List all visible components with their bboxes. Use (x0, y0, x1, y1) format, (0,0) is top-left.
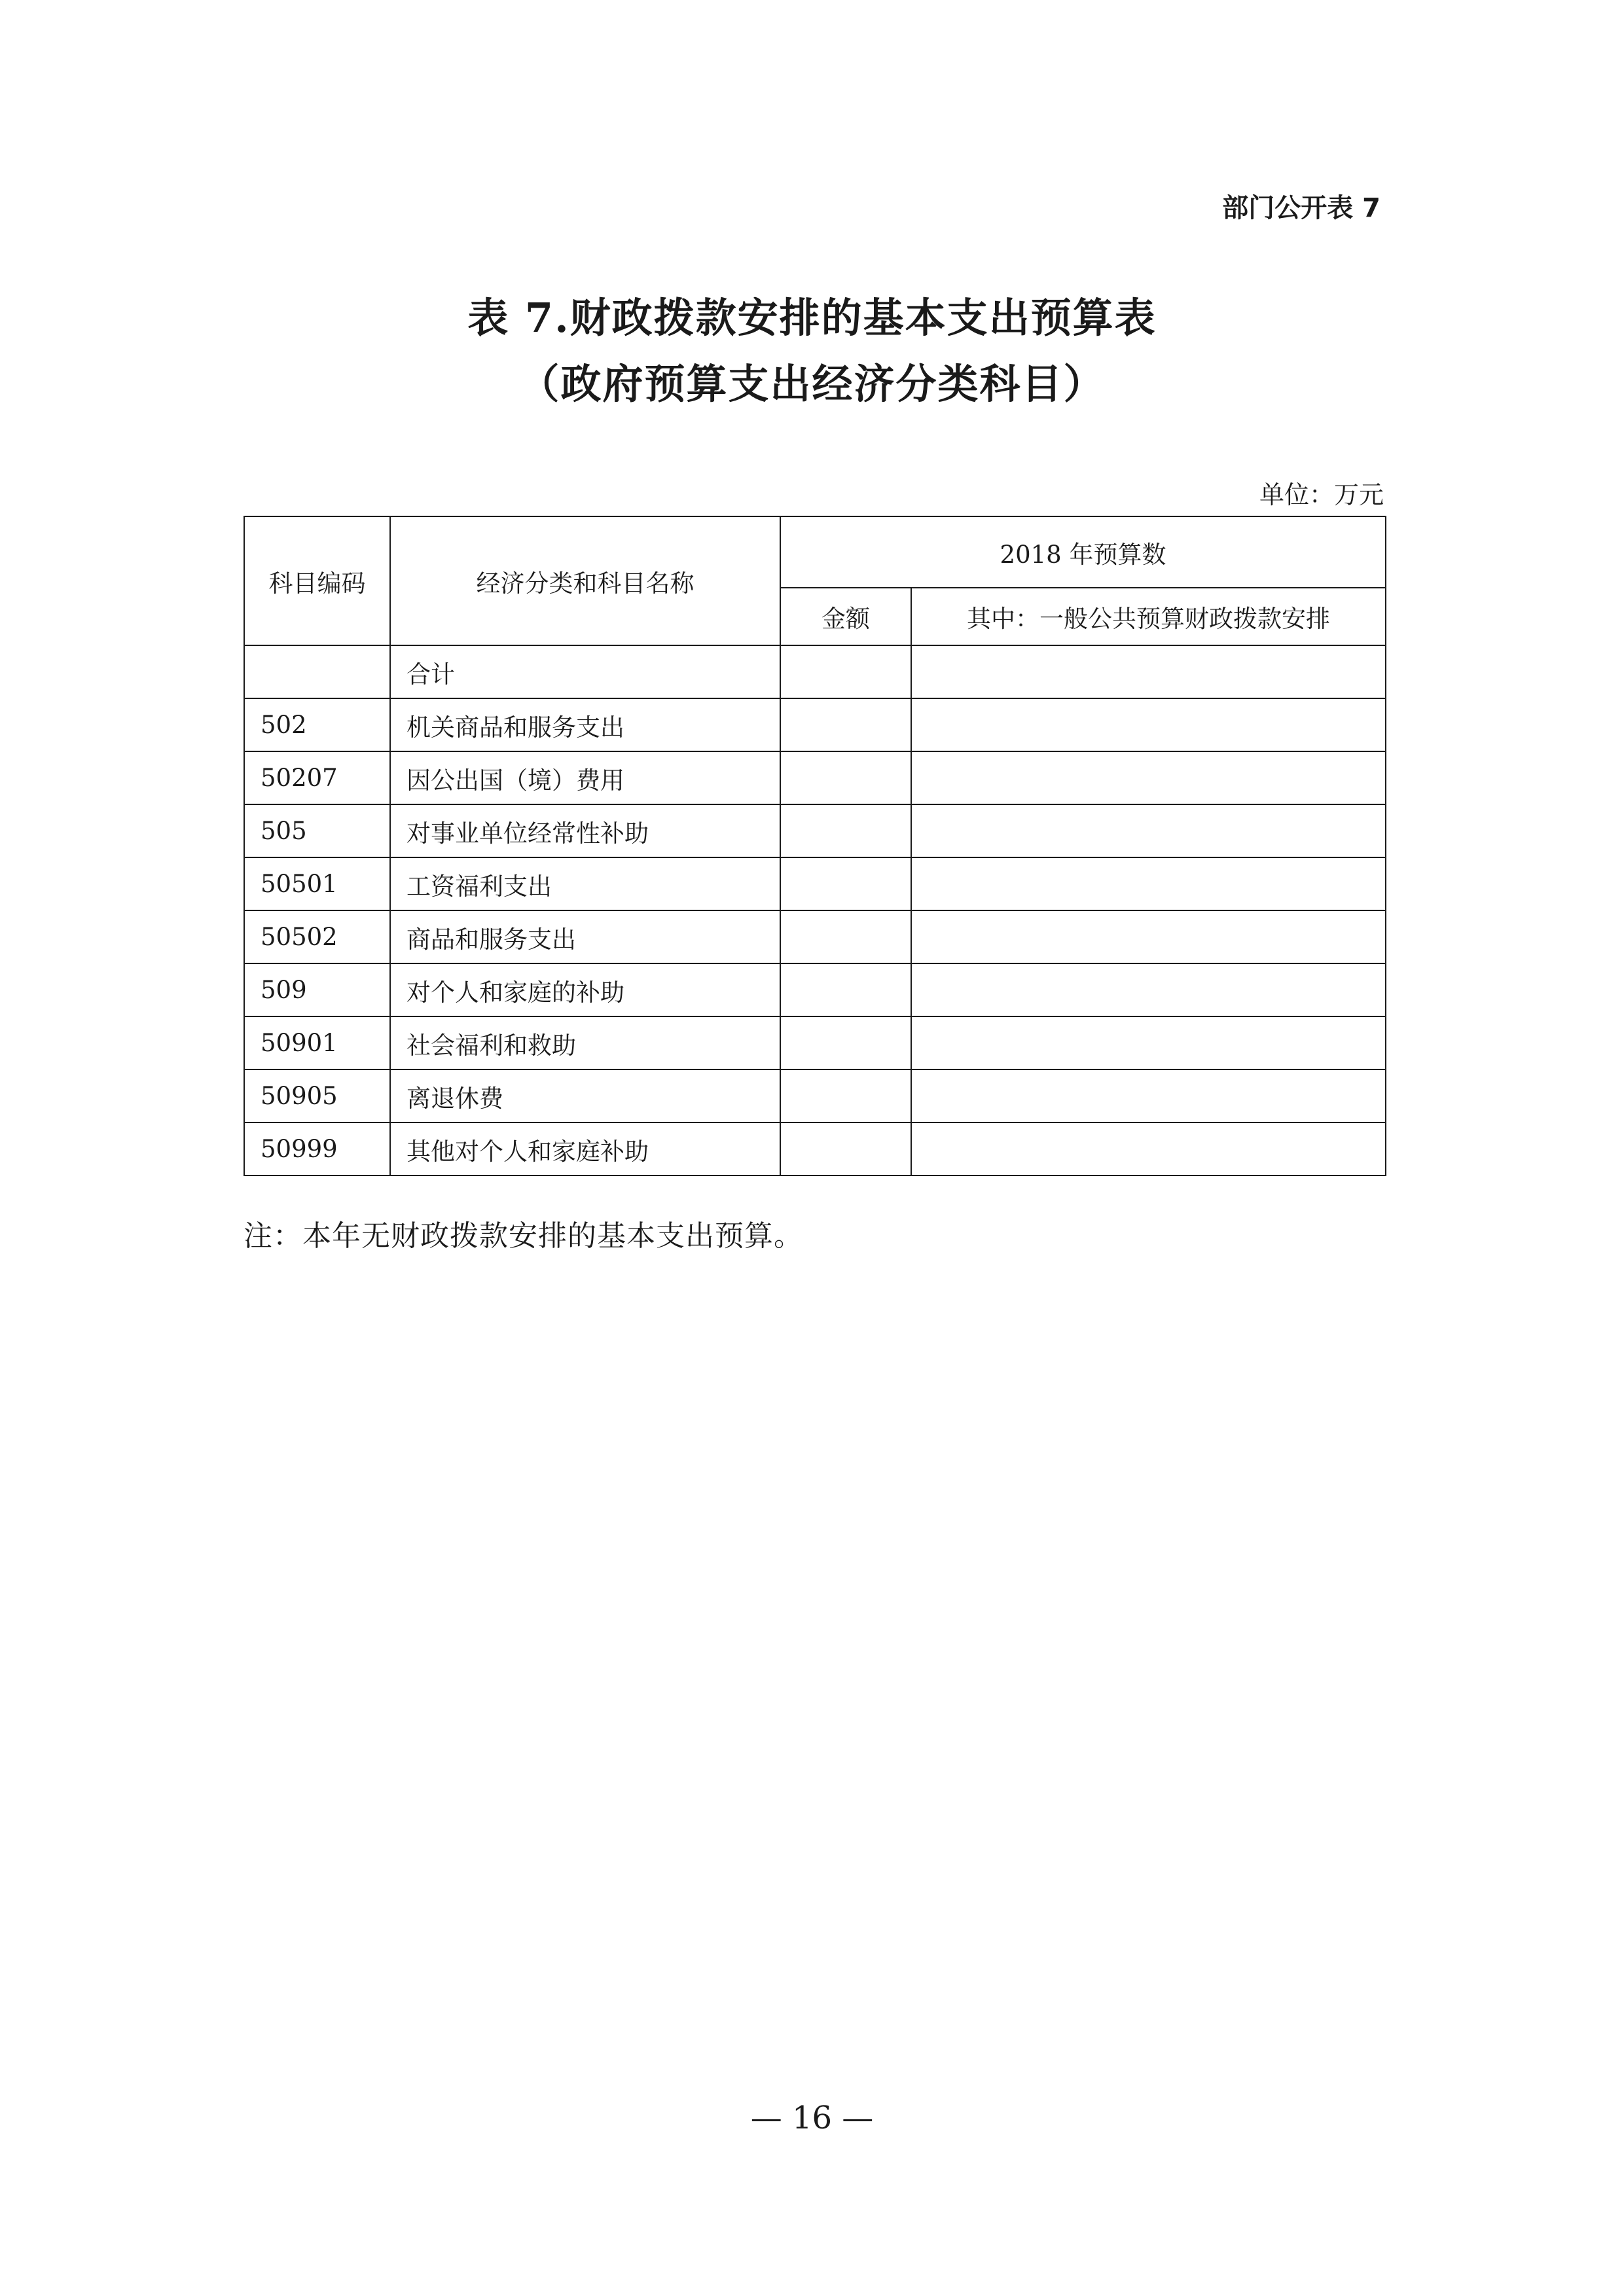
cell-code: 505 (244, 804, 390, 857)
cell-name: 离退休费 (390, 1069, 780, 1122)
cell-name: 对事业单位经常性补助 (390, 804, 780, 857)
page-title: 表 7.财政拨款安排的基本支出预算表 (467, 294, 1157, 342)
table-row (244, 698, 1386, 751)
header-name: 经济分类和科目名称 (390, 516, 780, 645)
cell-name: 社会福利和救助 (390, 1016, 780, 1069)
cell-code: 509 (244, 963, 390, 1016)
cell-code: 50999 (244, 1122, 390, 1175)
table-row (244, 804, 1386, 857)
cell-code: 50207 (244, 751, 390, 804)
cell-general (911, 751, 1386, 804)
cell-name: 对个人和家庭的补助 (390, 963, 780, 1016)
cell-code: 50501 (244, 857, 390, 910)
unit-label: 单位：万元 (1259, 480, 1384, 509)
cell-general (911, 1122, 1386, 1175)
cell-amount (780, 1016, 911, 1069)
cell-amount (780, 751, 911, 804)
cell-name: 机关商品和服务支出 (390, 698, 780, 751)
header-code: 科目编码 (244, 516, 390, 645)
table-note: 注：本年无财政拨款安排的基本支出预算。 (244, 1219, 803, 1253)
form-number: 部门公开表 7 (1222, 193, 1380, 223)
cell-name: 合计 (390, 645, 780, 698)
table-row (244, 963, 1386, 1016)
cell-amount (780, 857, 911, 910)
cell-amount (780, 1069, 911, 1122)
page-number: — 16 — (750, 2100, 874, 2136)
header-general-budget: 其中：一般公共预算财政拨款安排 (911, 588, 1386, 645)
cell-amount (780, 910, 911, 963)
cell-amount (780, 963, 911, 1016)
header-year-group: 2018 年预算数 (780, 516, 1386, 588)
cell-amount (780, 804, 911, 857)
cell-name: 工资福利支出 (390, 857, 780, 910)
table-row (244, 645, 1386, 698)
cell-code (244, 645, 390, 698)
cell-general (911, 645, 1386, 698)
cell-code: 50905 (244, 1069, 390, 1122)
page-subtitle: （政府预算支出经济分类科目） (518, 360, 1106, 408)
cell-name: 因公出国（境）费用 (390, 751, 780, 804)
cell-amount (780, 1122, 911, 1175)
cell-general (911, 963, 1386, 1016)
budget-table (244, 516, 1386, 1176)
cell-code: 50901 (244, 1016, 390, 1069)
cell-name: 其他对个人和家庭补助 (390, 1122, 780, 1175)
cell-amount (780, 645, 911, 698)
table-row (244, 1069, 1386, 1122)
cell-general (911, 804, 1386, 857)
table-row (244, 857, 1386, 910)
cell-code: 50502 (244, 910, 390, 963)
cell-general (911, 1016, 1386, 1069)
cell-general (911, 857, 1386, 910)
cell-general (911, 910, 1386, 963)
table-row (244, 910, 1386, 963)
table-row (244, 1122, 1386, 1175)
cell-general (911, 1069, 1386, 1122)
cell-amount (780, 698, 911, 751)
cell-code: 502 (244, 698, 390, 751)
cell-name: 商品和服务支出 (390, 910, 780, 963)
table-row (244, 1016, 1386, 1069)
table-row (244, 751, 1386, 804)
cell-general (911, 698, 1386, 751)
header-amount: 金额 (780, 588, 911, 645)
